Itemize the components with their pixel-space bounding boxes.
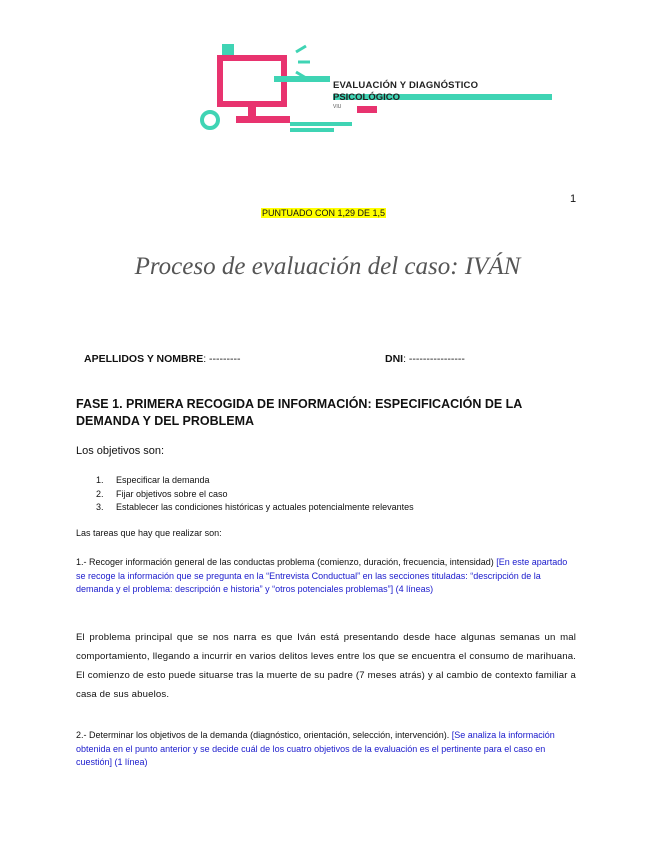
brand-pink-bar	[357, 106, 377, 113]
task-1-text: 1.- Recoger información general de las conductas problema (comienzo, duración, frecuencia, intensidad)	[76, 557, 497, 567]
list-item: 2. Fijar objetivos sobre el caso	[96, 488, 228, 499]
dni-field	[385, 353, 465, 365]
dni-value: : ----------------	[403, 353, 465, 365]
name-label: APELLIDOS Y NOMBRE	[84, 353, 204, 365]
logo-circle-icon	[202, 112, 218, 128]
objectives-list	[96, 474, 414, 515]
phase-heading: FASE 1. PRIMERA RECOGIDA DE INFORMACIÓN: ESPECIFICACIÓN DE LA DEMANDA Y DEL PROBLEMA	[76, 397, 522, 428]
name-field	[84, 353, 241, 365]
task-1-note: [En este apartado se recoge la información que se pregunta en la “Entrevista Conductual” en las secciones tituladas: “descripción de la demanda y el problema: descripción e historia” y “otros potenciales problemas”] (4 líneas)	[76, 557, 568, 594]
brand-name-line1: EVALUACIÓN Y DIAGNÓSTICO	[333, 80, 479, 91]
name-value: : ---------	[203, 353, 241, 365]
dni-label: DNI	[385, 353, 404, 365]
task-2	[76, 729, 576, 770]
list-item: 1. Especificar la demanda	[96, 475, 210, 485]
brand-name-line2: PSICOLÓGICO	[333, 92, 401, 103]
task-2-note: [Se analiza la información obtenida en el punto anterior y se decide cuál de los cuatro objetivos de la evaluación es el pertinente para el caso en cuestión] (1 línea)	[76, 730, 555, 767]
score-highlight: PUNTUADO CON 1,29 DE 1,5	[262, 208, 386, 218]
logo-square-icon	[222, 44, 234, 55]
tasks-header: Las tareas que hay que realizar son:	[76, 528, 222, 538]
objectives-header: Los objetivos son:	[76, 445, 165, 457]
brand-name-line3: VIU	[333, 104, 342, 110]
list-item: 3. Establecer las condiciones históricas y actuales potencialmente relevantes	[96, 502, 414, 512]
page-number: 1	[570, 193, 577, 205]
task-1	[76, 556, 576, 597]
task-2-text: 2.- Determinar los objetivos de la demanda (diagnóstico, orientación, selección, intervención).	[76, 730, 452, 740]
document-title: Proceso de evaluación del caso: IVÁN	[134, 253, 521, 280]
answer-1: El problema principal que se nos narra es que Iván está presentando desde hace algunas semanas un mal comportamiento, llegando a incurrir en varios delitos leves entre los que se encuentra el consumo de marihuana. El comienzo de esto puede situarse tras la muerte de su padre (7 meses atrás) y al cambio de contexto familiar a casa de sus abuelos.	[76, 632, 576, 700]
